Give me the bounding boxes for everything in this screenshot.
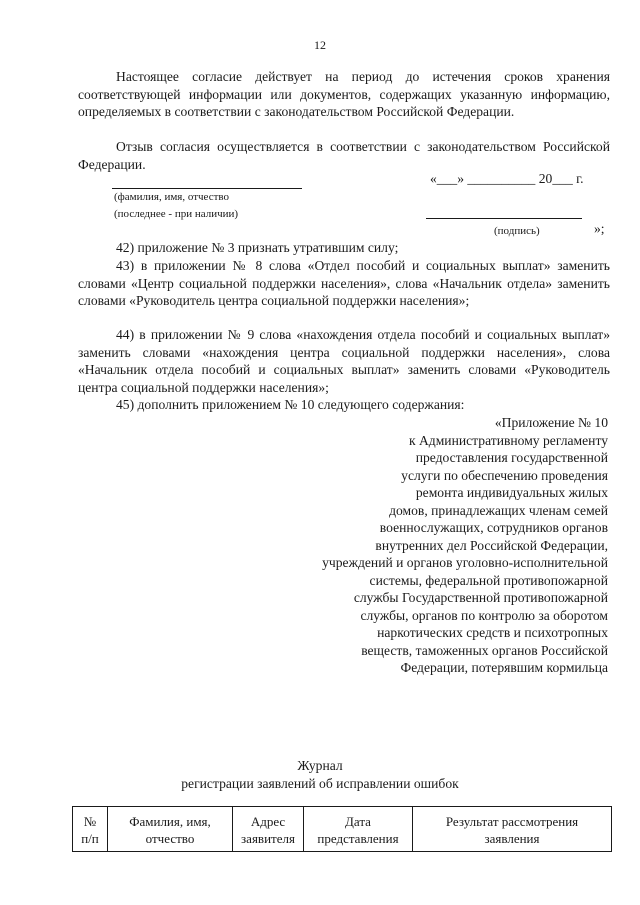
appendix-line: предоставления государственной [415,450,608,465]
item-43: 43) в приложении № 8 слова «Отдел пособий и социальных выплат» заменить словами «Центр социальной поддержки населения», слова «Начальник отдела» заменить словами «Руководитель центра социальной поддержки населения»; [78,258,610,309]
column-header-number: № п/п [73,807,108,852]
table-header-row [73,807,612,852]
journal-table [72,806,612,852]
appendix-line: наркотических средств и психотропных [377,625,608,640]
appendix-line: системы, федеральной противопожарной [369,572,608,588]
appendix-line: внутренних дел Российской Федерации, [375,537,608,553]
closing-quote: »; [594,221,605,236]
date-template: «___» __________ 20___ г. [430,171,584,186]
appendix-line: ремонта индивидуальных жилых [415,485,608,500]
column-header-date: Дата представления [304,807,413,852]
column-header-address: Адрес заявителя [233,807,304,852]
signature-label: (подпись) [494,225,540,237]
page-number: 12 [314,38,326,52]
appendix-line: домов, принадлежащих членам семей [389,502,608,518]
paragraph-consent-period: Настоящее согласие действует на период до истечения сроков хранения соответствующей информации или документов, содержащих указанную информацию, определяемых в соответствии с законодательством Российской Федерации. [78,69,610,120]
appendix-header [248,414,608,677]
appendix-line: службы, органов по контролю за оборотом [360,607,608,623]
appendix-line: службы Государственной противопожарной [353,590,608,605]
fio-label-note: (последнее - при наличии) [114,208,239,220]
appendix-line: к Административному регламенту [408,432,608,448]
appendix-line: учреждений и органов уголовно-исполнительной [322,555,608,570]
appendix-line: «Приложение № 10 [494,415,608,430]
fio-signature-line [112,188,302,189]
item-45: 45) дополнить приложением № 10 следующего содержания: [116,397,465,412]
paragraph-consent-withdrawal: Отзыв согласия осуществляется в соответствии с законодательством Российской Федерации. [78,139,610,172]
appendix-line: веществ, таможенных органов Российской [361,642,608,658]
column-header-result: Результат рассмотрения заявления [413,807,612,852]
appendix-line: Федерации, потерявшим кормильца [400,660,608,675]
item-42: 42) приложение № 3 признать утратившим силу; [116,240,399,255]
journal-title: Журнал [297,758,343,773]
fio-label: (фамилия, имя, отчество [114,191,230,203]
item-44: 44) в приложении № 9 слова «нахождения отдела пособий и социальных выплат» заменить словами «нахождения центра социальной поддержки населения», слова «Начальник отдела пособий и социальных выплат» заменить словами «Руководитель центра социальной поддержки населения»; [78,327,610,395]
appendix-line: военнослужащих, сотрудников органов [379,520,608,535]
signature-line [426,218,582,219]
column-header-name: Фамилия, имя, отчество [108,807,233,852]
journal-subtitle: регистрации заявлений об исправлении ошибок [181,776,459,791]
appendix-line: услуги по обеспечению проведения [401,467,608,483]
